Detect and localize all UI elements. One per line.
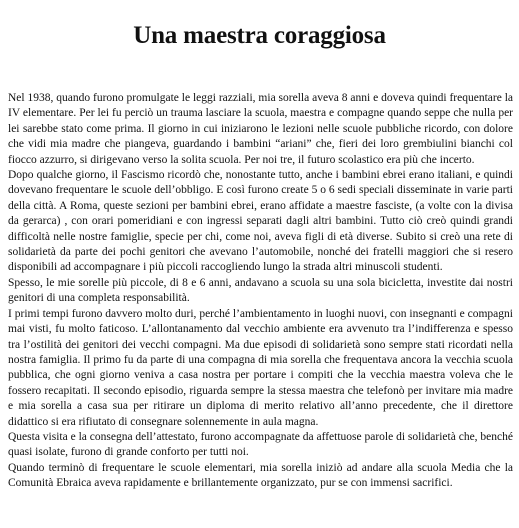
paragraph: Questa visita e la consegna dell’attestato, furono accompagnate da affettuose parole di solidarietà che, benché quasi isolate, furono di grande conforto per tutti noi. bbox=[8, 430, 513, 459]
paragraph: Quando terminò di frequentare le scuole elementari, mia sorella iniziò ad andare alla scuola Media che la Comunità Ebraica aveva rapidamente e brillantemente organizzato, pur se con immensi sacrifici. bbox=[8, 461, 513, 490]
paragraph: Dopo qualche giorno, il Fascismo ricordò che, nonostante tutto, anche i bambini ebrei erano italiani, e quindi dovevano frequentare le scuole dell’obbligo. E così furono create 5 o 6 sedi speciali disseminate in varie parti della città. A Roma, queste sezioni per bambini ebrei, erano affidate a maestre fasciste, (a volte con la divisa da gerarca) , con orari pomeridiani e con ingressi separati dagli altri bambini. Tutto ciò creò quindi grandi difficoltà nelle nostre famiglie, specie per chi, come noi, aveva figli di età diverse. Subito si creò una rete di solidarietà da parte dei pochi genitori che avevano l’automobile, nonché dei fratelli maggiori che si resero disponibili ad accompagnare i più piccoli raccogliendo lungo la strada altri minuscoli studenti. bbox=[8, 169, 513, 274]
paragraph: Spesso, le mie sorelle più piccole, di 8 e 6 anni, andavano a scuola su una sola bicicletta, investite dai nostri genitori di una completa responsabilità. bbox=[8, 276, 513, 305]
document-body bbox=[8, 91, 513, 492]
document-title: Una maestra coraggiosa bbox=[133, 21, 386, 49]
paragraph: Nel 1938, quando furono promulgate le leggi razziali, mia sorella aveva 8 anni e doveva quindi frequentare la IV elementare. Per lei fu perciò un trauma lasciare la scuola, maestra e compagne quando seppe che nulla per lei sarebbe stato come prima. Il giorno in cui iniziarono le lezioni nelle scuole pubbliche ricordo, con dolore che vidi mia madre che piangeva, guardando i bambini “ariani” che, fieri dei loro grembiulini bianchi col fiocco azzurro, si dirigevano verso la solita scuola. Per noi tre, il futuro scolastico era più che incerto. bbox=[8, 92, 513, 166]
paragraph: I primi tempi furono davvero molto duri, perché l’ambientamento in luoghi nuovi, con insegnanti e compagni mai visti, fu molto faticoso. L’allontanamento dal vecchio ambiente era avvenuto tra l’indifferenza e spesso tra l’ostilità dei genitori dei vecchi compagni. Ma due episodi di solidarietà sono sempre stati ricordati nella nostra famiglia. Il primo fu da parte di una compagna di mia sorella che frequentava ancora la vecchia scuola pubblica, che ogni giorno veniva a casa nostra per portare i compiti che la vecchia maestra voleva che le fossero recapitati. Il secondo episodio, riguarda sempre la stessa maestra che telefonò per invitare mia madre e mia sorella a casa sua per ritirare un diploma di merito relativo all’anno precedente, che il direttore didattico si era rifiutato di consegnare solennemente in aula magna. bbox=[8, 307, 513, 428]
